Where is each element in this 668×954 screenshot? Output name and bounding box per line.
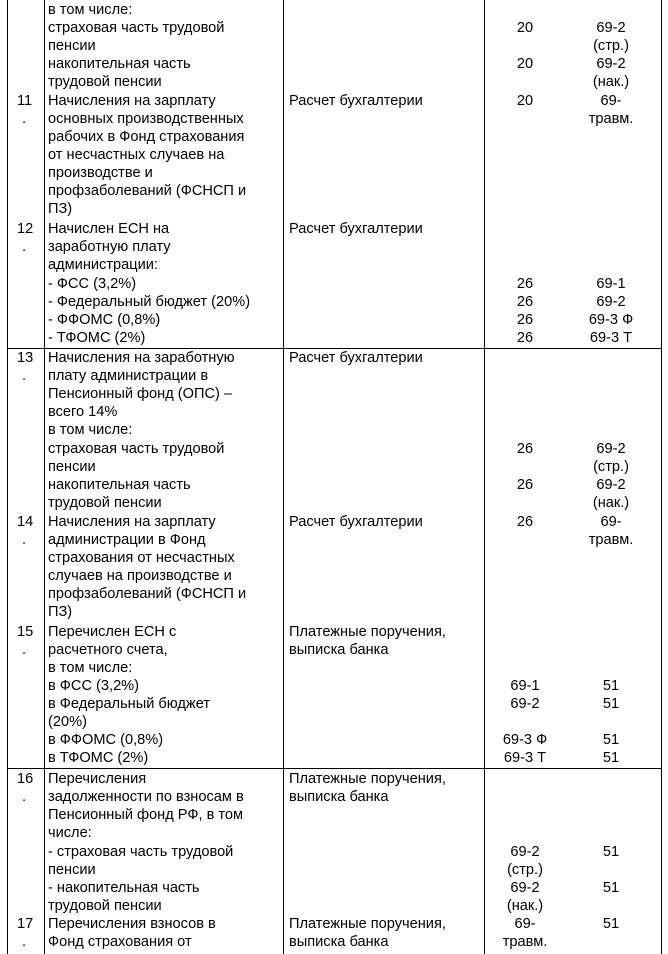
document-text: Расчет бухгалтерии bbox=[289, 93, 423, 109]
credit-account: 51 bbox=[602, 880, 620, 896]
operation-text: пенсии bbox=[48, 862, 96, 878]
operation-text: в ФФОМС (0,8%) bbox=[48, 732, 164, 748]
row-number: 11 bbox=[17, 93, 33, 109]
operation-text: в том числе: bbox=[48, 2, 133, 18]
operation-text: страхования от несчастных bbox=[48, 550, 235, 566]
document-text: Расчет бухгалтерии bbox=[289, 514, 423, 530]
operation-text: расчетного счета, bbox=[48, 642, 168, 658]
row-number-dot: . bbox=[22, 789, 27, 805]
credit-account: травм. bbox=[588, 111, 634, 127]
document-text: Платежные поручения, bbox=[289, 624, 446, 640]
operation-text: основных производственных bbox=[48, 111, 244, 127]
credit-account: 51 bbox=[602, 844, 620, 860]
debit-account: 69-3 Т bbox=[503, 750, 547, 766]
document-text: Платежные поручения, bbox=[289, 916, 446, 932]
operation-text: накопительная часть bbox=[48, 477, 191, 493]
operation-text: производстве и bbox=[48, 165, 153, 181]
operation-text: администрации: bbox=[48, 257, 158, 273]
operation-text: Перечисления взносов в bbox=[48, 916, 216, 932]
row-number-dot: . bbox=[22, 642, 27, 658]
credit-account: 69-2 bbox=[596, 441, 626, 457]
credit-account: травм. bbox=[588, 532, 634, 548]
document-text: выписка банка bbox=[289, 934, 389, 950]
operation-text: трудовой пенсии bbox=[48, 495, 162, 511]
credit-account: 69-2 bbox=[596, 56, 626, 72]
credit-account: 69- bbox=[600, 93, 622, 109]
credit-account: (стр.) bbox=[593, 38, 629, 54]
credit-account: 69-3 Ф bbox=[588, 312, 634, 328]
operation-text: числе: bbox=[48, 825, 92, 841]
row-number: 13 bbox=[17, 350, 34, 366]
debit-account: 69-2 bbox=[510, 880, 540, 896]
debit-account: 26 bbox=[516, 312, 534, 328]
operation-text: профзаболеваний (ФСНСП и bbox=[48, 183, 247, 199]
row-number: 12 bbox=[17, 221, 34, 237]
operation-text: Начислен ЕСН на bbox=[48, 221, 170, 237]
operation-text: (20%) bbox=[48, 714, 87, 730]
operation-text: ПЗ) bbox=[48, 604, 73, 620]
credit-account: (нак.) bbox=[592, 74, 630, 90]
debit-account: 69-2 bbox=[510, 844, 540, 860]
debit-account: (стр.) bbox=[507, 862, 543, 878]
credit-account: 69-2 bbox=[596, 20, 626, 36]
operation-text: в ФСС (3,2%) bbox=[48, 678, 140, 694]
operation-text: Начисления на заработную bbox=[48, 350, 235, 366]
operation-text: всего 14% bbox=[48, 404, 118, 420]
operation-text: рабочих в Фонд страхования bbox=[48, 129, 245, 145]
debit-account: 26 bbox=[516, 330, 534, 346]
credit-account: 51 bbox=[602, 750, 620, 766]
row-number-dot: . bbox=[22, 532, 27, 548]
operation-text: Пенсионный фонд РФ, в том bbox=[48, 807, 244, 823]
document-text: Расчет бухгалтерии bbox=[289, 221, 423, 237]
credit-account: 51 bbox=[602, 732, 620, 748]
column-divider bbox=[283, 0, 284, 954]
operation-text: в Федеральный бюджет bbox=[48, 696, 211, 712]
credit-account: (нак.) bbox=[592, 495, 630, 511]
operation-text: - Федеральный бюджет (20%) bbox=[48, 294, 251, 310]
credit-account: 69-2 bbox=[596, 294, 626, 310]
debit-account: 69-2 bbox=[510, 696, 540, 712]
debit-account: 69-1 bbox=[510, 678, 540, 694]
operation-text: страховая часть трудовой bbox=[48, 441, 225, 457]
debit-account: травм. bbox=[502, 934, 548, 950]
operation-text: Перечисления bbox=[48, 771, 147, 787]
credit-account: 51 bbox=[602, 916, 620, 932]
operation-text: от несчастных случаев на bbox=[48, 147, 225, 163]
operation-text: Перечислен ЕСН с bbox=[48, 624, 177, 640]
row-number-dot: . bbox=[22, 368, 27, 384]
operation-text: пенсии bbox=[48, 459, 96, 475]
debit-account: 69-3 Ф bbox=[502, 732, 548, 748]
operation-text: случаев на производстве и bbox=[48, 568, 232, 584]
credit-account: 69-2 bbox=[596, 477, 626, 493]
document-text: выписка банка bbox=[289, 642, 389, 658]
operation-text: трудовой пенсии bbox=[48, 74, 162, 90]
row-number-dot: . bbox=[22, 111, 27, 127]
debit-account: 26 bbox=[516, 276, 534, 292]
debit-account: 69- bbox=[514, 916, 536, 932]
operation-text: администрации в Фонд bbox=[48, 532, 206, 548]
credit-account: (стр.) bbox=[593, 459, 629, 475]
operation-text: - ФСС (3,2%) bbox=[48, 276, 137, 292]
operation-text: плату администрации в bbox=[48, 368, 209, 384]
table-border-left bbox=[7, 0, 8, 954]
operation-text: накопительная часть bbox=[48, 56, 191, 72]
credit-account: 69- bbox=[600, 514, 622, 530]
row-number: 15 bbox=[17, 624, 34, 640]
operation-text: - ТФОМС (2%) bbox=[48, 330, 146, 346]
column-divider bbox=[44, 0, 45, 954]
operation-text: профзаболеваний (ФСНСП и bbox=[48, 586, 247, 602]
credit-account: 69-3 Т bbox=[589, 330, 633, 346]
operation-text: Пенсионный фонд (ОПС) – bbox=[48, 386, 233, 402]
debit-account: 20 bbox=[516, 93, 534, 109]
row-divider bbox=[7, 768, 662, 769]
operation-text: Фонд страхования от bbox=[48, 934, 192, 950]
row-number: 17 bbox=[17, 916, 34, 932]
debit-account: 20 bbox=[516, 20, 534, 36]
debit-account: 26 bbox=[516, 441, 534, 457]
debit-account: 26 bbox=[516, 514, 534, 530]
debit-account: 26 bbox=[516, 294, 534, 310]
column-divider bbox=[484, 0, 485, 954]
operation-text: в ТФОМС (2%) bbox=[48, 750, 149, 766]
credit-account: 51 bbox=[602, 678, 620, 694]
credit-account: 69-1 bbox=[596, 276, 626, 292]
credit-account: 51 bbox=[602, 696, 620, 712]
document-text: выписка банка bbox=[289, 789, 389, 805]
operation-text: пенсии bbox=[48, 38, 96, 54]
row-number: 16 bbox=[17, 771, 34, 787]
operation-text: - накопительная часть bbox=[48, 880, 200, 896]
row-number: 14 bbox=[17, 514, 34, 530]
operation-text: заработную плату bbox=[48, 239, 171, 255]
operation-text: трудовой пенсии bbox=[48, 898, 162, 914]
operation-text: задолженности по взносам в bbox=[48, 789, 244, 805]
operation-text: ПЗ) bbox=[48, 201, 73, 217]
operation-text: страховая часть трудовой bbox=[48, 20, 225, 36]
row-number-dot: . bbox=[22, 934, 27, 950]
document-text: Платежные поручения, bbox=[289, 771, 446, 787]
operation-text: Начисления на зарплату bbox=[48, 514, 216, 530]
row-number-dot: . bbox=[22, 239, 27, 255]
operation-text: в том числе: bbox=[48, 422, 133, 438]
debit-account: 20 bbox=[516, 56, 534, 72]
operation-text: Начисления на зарплату bbox=[48, 93, 216, 109]
debit-account: (нак.) bbox=[506, 898, 544, 914]
debit-account: 26 bbox=[516, 477, 534, 493]
operation-text: - ФФОМС (0,8%) bbox=[48, 312, 161, 328]
operation-text: - страховая часть трудовой bbox=[48, 844, 234, 860]
table-border-right bbox=[661, 0, 662, 954]
document-text: Расчет бухгалтерии bbox=[289, 350, 423, 366]
operation-text: в том числе: bbox=[48, 660, 133, 676]
